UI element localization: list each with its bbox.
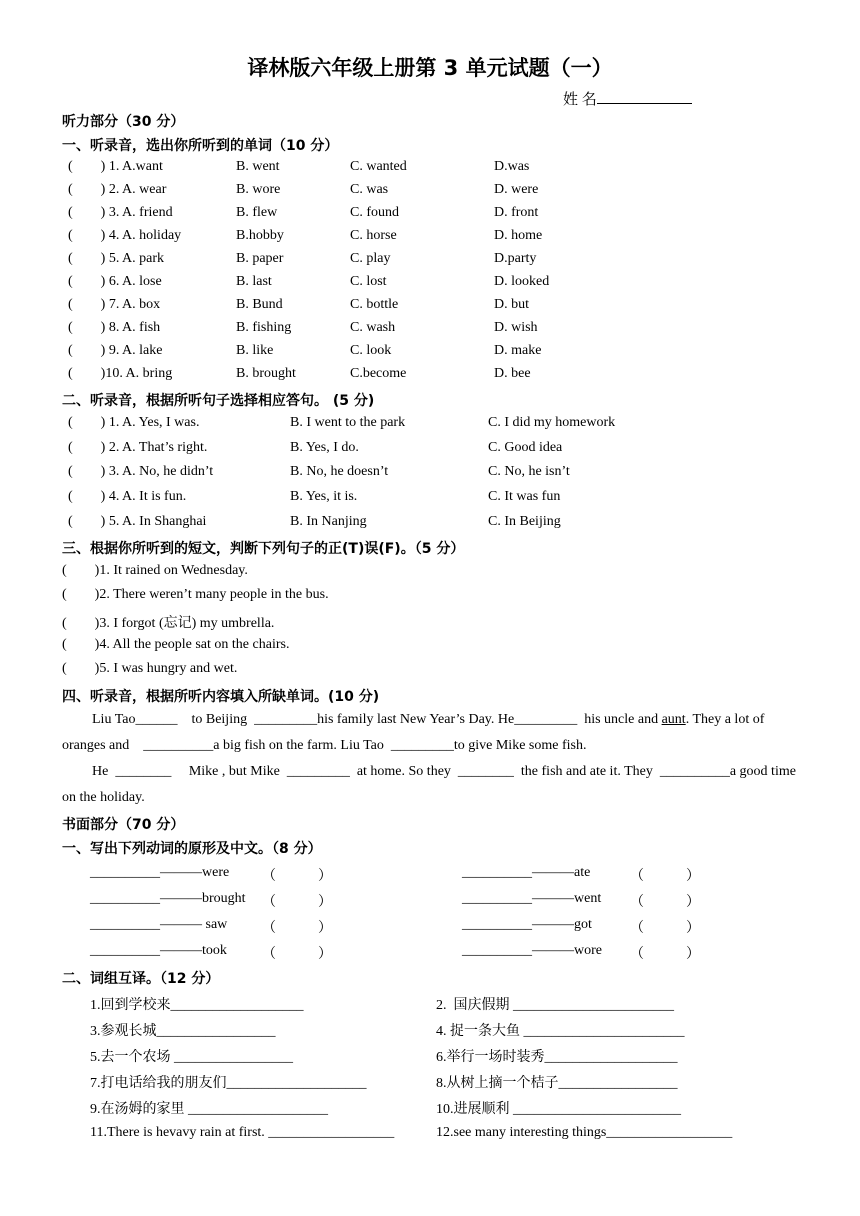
statement-text: ( )4. All the people sat on the chairs. — [62, 637, 290, 652]
option-c: C. I did my homework — [488, 415, 616, 430]
option-a: ( ) 5. A. In Shanghai — [68, 514, 207, 529]
option-b: B. Yes, it is. — [290, 489, 358, 504]
question-row — [0, 440, 860, 460]
option-b: B. Yes, I do. — [290, 440, 359, 455]
phrase-right[interactable]: 2. 国庆假期 _______________________ — [436, 998, 674, 1013]
phrase-left[interactable]: 3.参观长城_________________ — [90, 1024, 276, 1039]
statement-text: ( )3. I forgot (忘记) my umbrella. — [62, 616, 275, 631]
question-stem: ( ) 7. A. box — [68, 297, 161, 312]
phrase-row — [0, 1046, 860, 1066]
question-row — [0, 514, 860, 534]
chinese-meaning-blank[interactable]: （ ） — [630, 947, 700, 962]
paragraph1-aunt: aunt — [661, 712, 686, 727]
statement-row — [0, 661, 860, 681]
option-a: ( ) 1. A. Yes, I was. — [68, 415, 200, 430]
option-d: D. make — [494, 343, 542, 358]
chinese-meaning-blank[interactable]: （ ） — [262, 895, 332, 910]
question-stem: ( ) 3. A. friend — [68, 205, 173, 220]
statement-row — [0, 637, 860, 657]
verb-blank[interactable]: __________———ate — [462, 865, 591, 880]
question-row — [0, 489, 860, 509]
phrase-left[interactable]: 7.打电话给我的朋友们____________________ — [90, 1076, 367, 1091]
question-stem: ( ) 9. A. lake — [68, 343, 163, 358]
option-b: B. Bund — [236, 297, 283, 312]
question-row — [0, 366, 860, 386]
question-row — [0, 159, 860, 179]
chinese-meaning-blank[interactable]: （ ） — [262, 947, 332, 962]
option-b: B. went — [236, 159, 280, 174]
section5-header: 一、写出下列动词的原形及中文。（8 分） — [62, 841, 322, 857]
statement-text: ( )2. There weren’t many people in the bus. — [62, 587, 329, 602]
question-stem: ( )10. A. bring — [68, 366, 173, 381]
question-row — [0, 251, 860, 271]
phrase-row — [0, 1020, 860, 1040]
phrase-row — [0, 994, 860, 1014]
question-row — [0, 228, 860, 248]
chinese-meaning-blank[interactable]: （ ） — [630, 895, 700, 910]
section1-header: 一、听录音，选出你所听到的单词（10 分） — [62, 138, 339, 154]
option-b: B.hobby — [236, 228, 284, 243]
option-d: D. but — [494, 297, 529, 312]
section6-header: 二、词组互译。（12 分） — [62, 971, 220, 987]
option-b: B. last — [236, 274, 272, 289]
option-a: ( ) 4. A. It is fun. — [68, 489, 187, 504]
option-c: C. wash — [350, 320, 396, 335]
paragraph1-part1: Liu Tao______ to Beijing _________his family last New Year’s Day. He_________ his uncle and — [92, 712, 662, 727]
option-c: C. bottle — [350, 297, 399, 312]
verb-blank[interactable]: __________——— saw — [90, 917, 228, 932]
statement-row — [0, 563, 860, 583]
verb-row — [0, 917, 860, 937]
option-b: B. brought — [236, 366, 296, 381]
listening-header: 听力部分（30 分） — [62, 114, 185, 130]
option-c: C. was — [350, 182, 389, 197]
question-stem: ( ) 4. A. holiday — [68, 228, 182, 243]
verb-row — [0, 891, 860, 911]
option-c: C. wanted — [350, 159, 407, 174]
statement-row — [0, 587, 860, 607]
option-a: ( ) 2. A. That’s right. — [68, 440, 208, 455]
phrase-right[interactable]: 8.从树上摘一个桔子_________________ — [436, 1076, 678, 1091]
option-c: C. horse — [350, 228, 397, 243]
name-blank[interactable] — [597, 89, 692, 104]
verb-blank[interactable]: __________———got — [462, 917, 592, 932]
question-row — [0, 182, 860, 202]
option-c: C. In Beijing — [488, 514, 561, 529]
option-c: C. It was fun — [488, 489, 561, 504]
section4-paragraph1 — [62, 707, 802, 759]
phrase-left[interactable]: 1.回到学校来___________________ — [90, 998, 304, 1013]
option-b: B. wore — [236, 182, 281, 197]
option-c: C. look — [350, 343, 392, 358]
section2-header: 二、听录音，根据所听句子选择相应答句。 (5 分) — [62, 393, 375, 409]
phrase-right[interactable]: 4. 捉一条大鱼 _______________________ — [436, 1024, 685, 1039]
question-stem: ( ) 1. A.want — [68, 159, 163, 174]
option-d: D.party — [494, 251, 537, 266]
option-c: C. No, he isn’t — [488, 464, 570, 479]
option-c: C. lost — [350, 274, 387, 289]
option-d: D. were — [494, 182, 539, 197]
option-b: B. In Nanjing — [290, 514, 367, 529]
verb-row — [0, 943, 860, 963]
phrase-right[interactable]: 12.see many interesting things__________________ — [436, 1125, 733, 1140]
chinese-meaning-blank[interactable]: （ ） — [630, 869, 700, 884]
question-stem: ( ) 2. A. wear — [68, 182, 167, 197]
option-b: B. I went to the park — [290, 415, 406, 430]
verb-blank[interactable]: __________———brought — [90, 891, 246, 906]
verb-row — [0, 865, 860, 885]
question-row — [0, 415, 860, 435]
phrase-left[interactable]: 11.There is hevavy rain at first. __________________ — [90, 1125, 395, 1140]
question-stem: ( ) 5. A. park — [68, 251, 165, 266]
option-c: C.become — [350, 366, 407, 381]
question-row — [0, 464, 860, 484]
verb-blank[interactable]: __________———wore — [462, 943, 602, 958]
phrase-right[interactable]: 10.进展顺利 ________________________ — [436, 1102, 681, 1117]
section3-header: 三、根据你所听到的短文，判断下列句子的正(T)误(F)。（5 分） — [62, 541, 465, 557]
phrase-row — [0, 1125, 860, 1145]
writing-header: 书面部分（70 分） — [62, 817, 185, 833]
verb-blank[interactable]: __________———took — [90, 943, 227, 958]
option-b: B. No, he doesn’t — [290, 464, 389, 479]
question-row — [0, 343, 860, 363]
question-stem: ( ) 6. A. lose — [68, 274, 162, 289]
section4-paragraph2: He ________ Mike , but Mike _________ at home. So they ________ the fish and ate it. They __________a good time on the holiday. — [62, 764, 800, 805]
option-b: B. fishing — [236, 320, 292, 335]
option-b: B. flew — [236, 205, 278, 220]
chinese-meaning-blank[interactable]: （ ） — [262, 869, 332, 884]
name-field — [563, 88, 692, 109]
option-d: D. front — [494, 205, 539, 220]
phrase-right[interactable]: 6.举行一场时装秀___________________ — [436, 1050, 678, 1065]
phrase-left[interactable]: 9.在汤姆的家里 ____________________ — [90, 1102, 328, 1117]
option-b: B. paper — [236, 251, 284, 266]
option-a: ( ) 3. A. No, he didn’t — [68, 464, 214, 479]
option-d: D. bee — [494, 366, 531, 381]
paragraph1-part2: . They a lot of oranges and __________a big fish on the farm. Liu Tao _________to give Mike some fish. — [62, 712, 768, 753]
phrase-row — [0, 1098, 860, 1118]
statement-row — [0, 612, 860, 632]
option-b: B. like — [236, 343, 274, 358]
option-d: D. home — [494, 228, 543, 243]
statement-text: ( )1. It rained on Wednesday. — [62, 563, 248, 578]
option-c: C. play — [350, 251, 391, 266]
question-row — [0, 205, 860, 225]
section4-header: 四、听录音，根据所听内容填入所缺单词。(10 分) — [62, 689, 380, 705]
question-stem: ( ) 8. A. fish — [68, 320, 161, 335]
statement-text: ( )5. I was hungry and wet. — [62, 661, 238, 676]
chinese-meaning-blank[interactable]: （ ） — [262, 921, 332, 936]
option-c: C. Good idea — [488, 440, 563, 455]
phrase-row — [0, 1072, 860, 1092]
verb-blank[interactable]: __________———went — [462, 891, 602, 906]
option-d: D. looked — [494, 274, 550, 289]
option-d: D. wish — [494, 320, 538, 335]
page-title: 译林版六年级上册第 3 单元试题（一） — [247, 56, 613, 80]
name-label: 姓 名 — [563, 92, 597, 108]
question-row — [0, 320, 860, 340]
question-row — [0, 274, 860, 294]
chinese-meaning-blank[interactable]: （ ） — [630, 921, 700, 936]
question-row — [0, 297, 860, 317]
verb-blank[interactable]: __________———were — [90, 865, 230, 880]
option-d: D.was — [494, 159, 530, 174]
phrase-left[interactable]: 5.去一个农场 _________________ — [90, 1050, 293, 1065]
option-c: C. found — [350, 205, 399, 220]
